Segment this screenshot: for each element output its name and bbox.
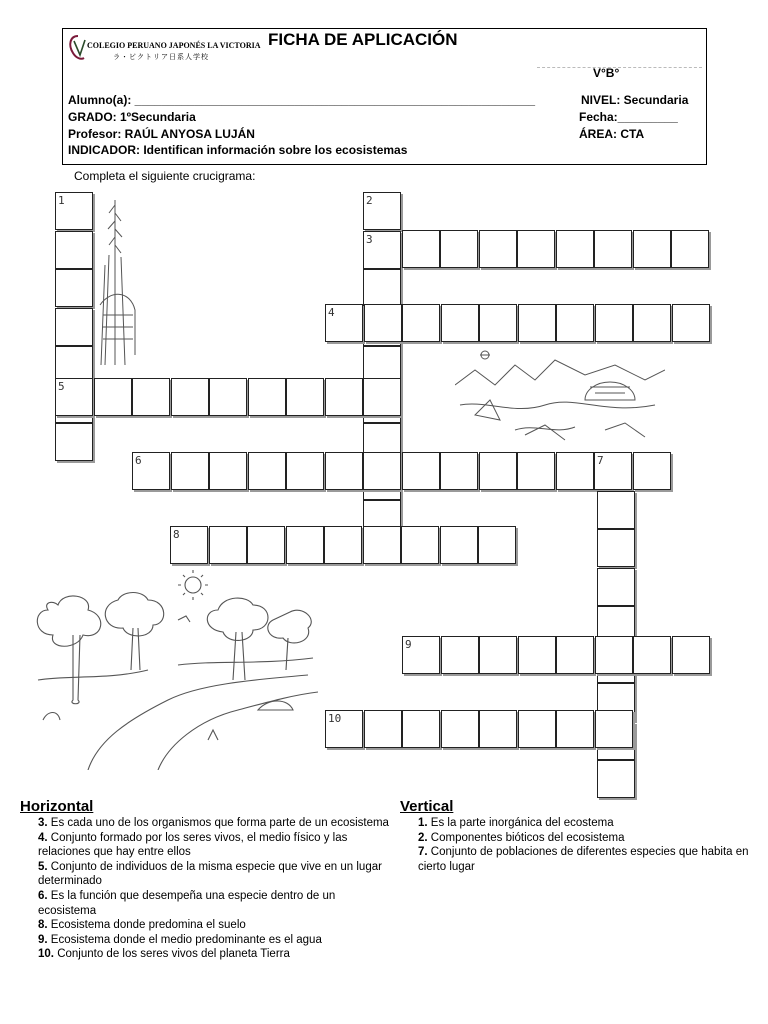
crossword-cell[interactable] [55, 192, 93, 230]
vertical-title: Vertical [400, 798, 454, 815]
clue-item-number: 5. [38, 860, 48, 873]
clue-item-number: 1. [418, 817, 428, 829]
crossword-cell[interactable] [325, 452, 363, 490]
crossword-cell[interactable] [132, 452, 170, 490]
teacher-label: Profesor: RAÚL ANYOSA LUJÁN [68, 127, 255, 141]
crossword-cell[interactable] [672, 636, 710, 674]
clue-number: 7 [597, 454, 604, 467]
crossword-cell[interactable] [171, 378, 209, 416]
crossword-cell[interactable] [440, 526, 478, 564]
clue-item-text: Componentes bióticos del ecosistema [427, 831, 625, 844]
crossword-cell[interactable] [363, 192, 401, 230]
clue-item [418, 831, 750, 846]
crossword-cell[interactable] [441, 710, 479, 748]
grade-label: GRADO: 1ºSecundaria [68, 110, 196, 124]
clue-number: 4 [328, 306, 335, 319]
crossword-cell[interactable] [556, 304, 594, 342]
crossword-cell[interactable] [402, 710, 440, 748]
crossword-cell[interactable] [363, 231, 401, 269]
clue-item-text: Es la parte inorgánica del ecostema [427, 817, 614, 829]
crossword-cell[interactable] [517, 452, 555, 490]
crossword-cell[interactable] [286, 526, 324, 564]
clue-item-text: Es la función que desempeña una especie dentro de un ecosistema [38, 889, 336, 917]
clue-number: 5 [58, 380, 65, 393]
clue-item [418, 816, 750, 831]
crossword-cell[interactable] [597, 529, 635, 567]
crossword-cell[interactable] [402, 230, 440, 268]
clue-item-text: Ecosistema donde el medio predominante es el agua [47, 933, 322, 946]
clue-item [38, 860, 390, 889]
crossword-cell[interactable] [440, 452, 478, 490]
crossword-cell[interactable] [286, 378, 324, 416]
crossword-cell[interactable] [518, 636, 556, 674]
crossword-cell[interactable] [440, 230, 478, 268]
crossword-cell[interactable] [597, 491, 635, 529]
section-label: V°B° [593, 66, 620, 80]
crossword-cell[interactable] [633, 304, 671, 342]
clue-item-number: 10. [38, 948, 54, 961]
crossword-cell[interactable] [672, 304, 710, 342]
crossword-cell[interactable] [478, 526, 516, 564]
crossword-cell[interactable] [402, 304, 440, 342]
crossword-cell[interactable] [363, 269, 401, 307]
crossword-cell[interactable] [595, 636, 633, 674]
school-name: COLEGIO PERUANO JAPONÉS LA VICTORIA [87, 41, 261, 50]
crossword-cell[interactable] [94, 378, 132, 416]
page-title: FICHA DE APLICACIÓN [268, 30, 458, 49]
crossword-cell[interactable] [55, 308, 93, 346]
level-label: NIVEL: Secundaria [581, 93, 689, 107]
crossword-cell[interactable] [594, 230, 632, 268]
crossword-cell[interactable] [247, 526, 285, 564]
crossword-cell[interactable] [595, 710, 633, 748]
crossword-cell[interactable] [325, 378, 363, 416]
clue-item [38, 889, 390, 918]
crossword-cell[interactable] [364, 710, 402, 748]
clue-item-text: Ecosistema donde predomina el suelo [47, 919, 246, 932]
clue-item [418, 845, 750, 874]
clue-item-number: 2. [418, 831, 428, 844]
crossword-cell[interactable] [55, 423, 93, 461]
crossword-cell[interactable] [248, 378, 286, 416]
clue-item [38, 947, 390, 962]
crossword-cell[interactable] [556, 452, 594, 490]
crossword-cell[interactable] [671, 230, 709, 268]
crossword-cell[interactable] [597, 760, 635, 798]
crossword-cell[interactable] [325, 710, 363, 748]
indicator-label: INDICADOR: Identifican información sobre los ecosistemas [68, 143, 408, 157]
crossword-cell[interactable] [324, 526, 362, 564]
student-name-field: Alumno(a): ____________________________________________________________ [68, 93, 536, 107]
horizontal-clues [20, 798, 390, 962]
clue-item [38, 816, 390, 831]
crossword-cell[interactable] [55, 231, 93, 269]
clue-number: 6 [135, 454, 142, 467]
crossword-cell[interactable] [286, 452, 324, 490]
clue-item-text: Conjunto de poblaciones de diferentes especies que habita en cierto lugar [418, 846, 749, 873]
crossword-cell[interactable] [633, 230, 671, 268]
area-label: ÁREA: CTA [579, 127, 645, 141]
crossword-cell[interactable] [633, 452, 671, 490]
crossword-cell[interactable] [363, 452, 401, 490]
clue-item-number: 4. [38, 831, 48, 844]
clue-item-number: 3. [38, 817, 48, 829]
crossword-cell[interactable] [479, 230, 517, 268]
clue-item [38, 831, 390, 860]
crossword-cell[interactable] [325, 304, 363, 342]
crossword-cell[interactable] [364, 304, 402, 342]
crossword-cell[interactable] [55, 269, 93, 307]
clue-number: 10 [328, 712, 342, 725]
clue-number: 2 [366, 194, 373, 207]
crossword-cell[interactable] [402, 452, 440, 490]
instructions: Completa el siguiente crucigrama: [74, 169, 256, 183]
clue-item-text: Conjunto formado por los seres vivos, el medio físico y las relaciones que hay entre ellos [38, 831, 348, 859]
crossword-cell[interactable] [633, 636, 671, 674]
crossword-cell[interactable] [556, 636, 594, 674]
clue-number: 1 [58, 194, 65, 207]
crossword-cell[interactable] [441, 636, 479, 674]
clue-item [38, 933, 390, 948]
clue-number: 8 [173, 528, 180, 541]
crossword-cell[interactable] [518, 710, 556, 748]
clue-number: 3 [366, 232, 373, 246]
crossword-cell[interactable] [595, 304, 633, 342]
clue-item [38, 918, 390, 933]
crossword-cell[interactable] [402, 636, 440, 674]
crossword-cell[interactable] [401, 526, 439, 564]
clue-item-text: Conjunto de individuos de la misma especie que vive en un lugar determinado [38, 860, 382, 888]
crossword-cell[interactable] [594, 452, 632, 490]
crossword-cell[interactable] [479, 636, 517, 674]
clue-item-number: 9. [38, 933, 48, 946]
crossword-cell[interactable] [479, 304, 517, 342]
crossword-cell[interactable] [479, 710, 517, 748]
crossword-cell[interactable] [209, 526, 247, 564]
crossword-cell[interactable] [248, 452, 286, 490]
crossword-cell[interactable] [518, 304, 556, 342]
date-field: Fecha:_________ [579, 110, 678, 124]
clue-item-number: 7. [418, 846, 428, 859]
crossword-cell[interactable] [597, 568, 635, 606]
crossword-cell[interactable] [132, 378, 170, 416]
crossword-cell[interactable] [209, 378, 247, 416]
crossword-cell[interactable] [209, 452, 247, 490]
crossword-cell[interactable] [441, 304, 479, 342]
school-subtitle: ラ・ビクトリア日系人学校 [113, 53, 209, 61]
clue-item-number: 6. [38, 889, 48, 902]
crossword-cell[interactable] [363, 378, 401, 416]
clue-item-text: Es cada uno de los organismos que forma parte de un ecosistema [47, 817, 389, 829]
clue-number: 9 [405, 638, 412, 651]
crossword-cell[interactable] [363, 526, 401, 564]
crossword-cell[interactable] [171, 452, 209, 490]
crossword-cell[interactable] [479, 452, 517, 490]
horizontal-title: Horizontal [20, 798, 94, 815]
crossword-cell[interactable] [170, 526, 208, 564]
crossword-cell[interactable] [556, 710, 594, 748]
vertical-clues [400, 798, 750, 874]
crossword-cell[interactable] [517, 230, 555, 268]
crossword-cell[interactable] [556, 230, 594, 268]
crossword-cell[interactable] [55, 378, 93, 416]
clue-item-number: 8. [38, 919, 48, 932]
clue-item-text: Conjunto de los seres vivos del planeta Tierra [54, 948, 290, 961]
